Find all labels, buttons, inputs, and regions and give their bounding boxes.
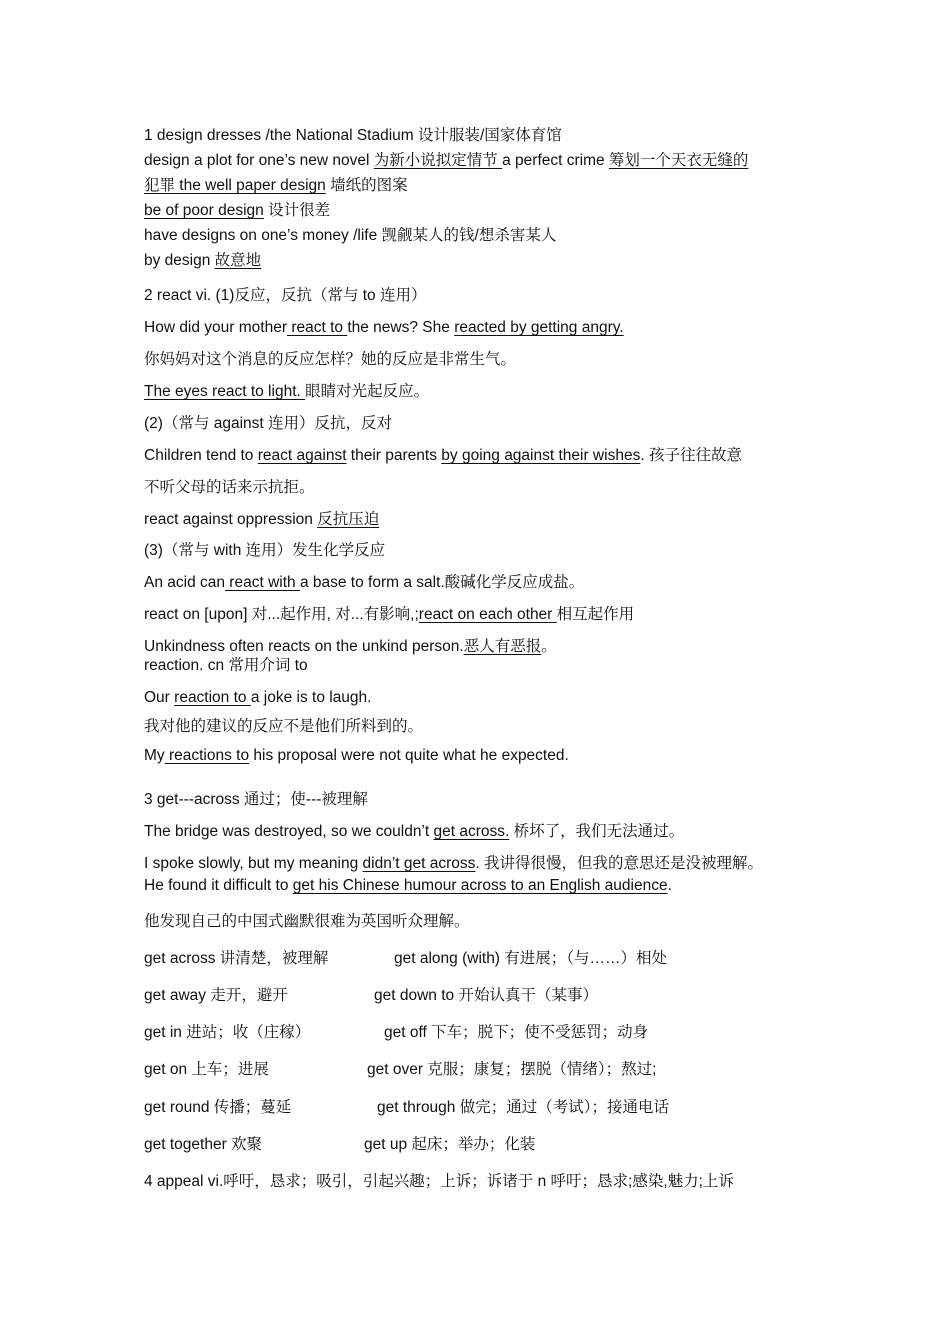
phrase-left-6 bbox=[144, 1135, 262, 1155]
text: Our bbox=[144, 689, 175, 706]
underlined-text: didn’t get across bbox=[362, 855, 476, 872]
react-sub-2 bbox=[144, 414, 392, 434]
text: have designs on one’s money /life 觊觎某人的钱/想杀害某人 bbox=[144, 227, 557, 244]
text: get away 走开，避开 bbox=[144, 987, 288, 1004]
text: get along (with) 有进展；（与……）相处 bbox=[394, 950, 668, 967]
text: get over 克服；康复；摆脱（情绪）；熬过; bbox=[367, 1061, 657, 1078]
text: get across 讲清楚，被理解 bbox=[144, 950, 329, 967]
react-sub-3 bbox=[144, 541, 385, 561]
text: by design bbox=[144, 252, 215, 269]
text: 设计很差 bbox=[263, 202, 331, 219]
text: I spoke slowly, but my meaning bbox=[144, 855, 363, 872]
underlined-text: get across. bbox=[433, 823, 510, 840]
phrase-right-3 bbox=[384, 1023, 648, 1043]
phrase-right-6 bbox=[364, 1135, 535, 1155]
react-example-5 bbox=[144, 573, 584, 593]
text: a perfect crime bbox=[502, 152, 609, 169]
design-line-5 bbox=[144, 226, 556, 246]
underlined-text: reaction to bbox=[174, 689, 251, 706]
text: 。 bbox=[541, 638, 557, 655]
text: get off 下车；脱下；使不受惩罚；动身 bbox=[384, 1024, 649, 1041]
text: get down to 开始认真干（某事） bbox=[374, 987, 598, 1004]
text: reaction. cn 常用介词 to bbox=[144, 657, 308, 674]
text: 桥坏了，我们无法通过。 bbox=[509, 823, 685, 840]
underlined-text: react on each other bbox=[418, 606, 557, 623]
react-example-1 bbox=[144, 318, 624, 338]
phrase-left-2 bbox=[144, 986, 288, 1006]
reaction-note bbox=[144, 656, 308, 676]
phrase-left-4 bbox=[144, 1060, 269, 1080]
text: 我对他的建议的反应不是他们所料到的。 bbox=[144, 718, 424, 735]
underlined-text: reactions to bbox=[164, 747, 250, 764]
underlined-text: by going against their wishes bbox=[441, 447, 641, 464]
text: . bbox=[667, 877, 672, 894]
get-across-example-1 bbox=[144, 822, 684, 842]
text: 2 react vi. (1)反应，反抗（常与 to 连用） bbox=[144, 287, 427, 304]
text: An acid can bbox=[144, 574, 225, 591]
phrase-left-1 bbox=[144, 949, 328, 969]
text: 相互起作用 bbox=[556, 606, 635, 623]
phrase-right-4 bbox=[367, 1060, 656, 1080]
react-example-6 bbox=[144, 605, 634, 625]
reaction-example-1 bbox=[144, 688, 371, 708]
text: 不听父母的话来示抗拒。 bbox=[144, 479, 315, 496]
underlined-text: 犯罪 the well paper design bbox=[144, 177, 326, 194]
text: 他发现自己的中国式幽默很难为英国听众理解。 bbox=[144, 913, 470, 930]
phrase-right-5 bbox=[377, 1098, 669, 1118]
text: get up 起床；举办；化装 bbox=[364, 1136, 536, 1153]
text: 4 appeal vi.呼吁，恳求；吸引，引起兴趣；上诉；诉诸于 n 呼吁；恳求;感染,魅力;上诉 bbox=[144, 1173, 734, 1190]
reaction-example-2 bbox=[144, 746, 569, 766]
react-example-3 bbox=[144, 446, 742, 466]
underlined-text: react against bbox=[257, 447, 347, 464]
text: react against oppression bbox=[144, 511, 318, 528]
text: My bbox=[144, 747, 165, 764]
text: (2)（常与 against 连用）反抗，反对 bbox=[144, 415, 393, 432]
text: get round 传播；蔓延 bbox=[144, 1099, 292, 1116]
phrase-right-2 bbox=[374, 986, 598, 1006]
text: 眼睛对光起反应。 bbox=[305, 383, 430, 400]
text: Children tend to bbox=[144, 447, 258, 464]
text: design a plot for one’s new novel bbox=[144, 152, 374, 169]
reaction-example-2-zh bbox=[144, 717, 423, 737]
text: . 孩子往往故意 bbox=[640, 447, 742, 464]
underlined-text: 筹划一个天衣无缝的 bbox=[608, 152, 749, 169]
underlined-text: reacted by getting angry. bbox=[454, 319, 624, 336]
appeal-heading bbox=[144, 1172, 734, 1192]
text: 你妈妈对这个消息的反应怎样？她的反应是非常生气。 bbox=[144, 351, 517, 368]
design-line-3 bbox=[144, 176, 408, 196]
text: Unkindness often reacts on the unkind person. bbox=[144, 638, 464, 655]
get-across-example-3-zh bbox=[144, 912, 470, 932]
text: their parents bbox=[346, 447, 442, 464]
underlined-text: The eyes react to light. bbox=[144, 383, 306, 400]
text: react on [upon] 对...起作用, 对...有影响,; bbox=[144, 606, 419, 623]
text: his proposal were not quite what he expected. bbox=[249, 747, 569, 764]
underlined-text: react to bbox=[287, 319, 348, 336]
underlined-text: 故意地 bbox=[214, 252, 262, 269]
underlined-text: 恶人有恶报 bbox=[463, 638, 542, 655]
text: . 我讲得很慢，但我的意思还是没被理解。 bbox=[475, 855, 764, 872]
react-heading bbox=[144, 286, 426, 306]
text: get through 做完；通过（考试）；接通电话 bbox=[377, 1099, 669, 1116]
react-example-2 bbox=[144, 382, 429, 402]
text: 墙纸的图案 bbox=[325, 177, 408, 194]
design-line-1 bbox=[144, 126, 562, 146]
underlined-text: react with bbox=[225, 574, 300, 591]
text: 3 get---across 通过；使---被理解 bbox=[144, 791, 368, 808]
underlined-text: be of poor design bbox=[144, 202, 264, 219]
underlined-text: get his Chinese humour across to an English audience bbox=[292, 877, 668, 894]
text: get in 进站；收（庄稼） bbox=[144, 1024, 311, 1041]
react-example-1-zh bbox=[144, 350, 516, 370]
text: 1 design dresses /the National Stadium 设计服装/国家体育馆 bbox=[144, 127, 562, 144]
react-example-3-cont bbox=[144, 478, 315, 498]
text: a joke is to laugh. bbox=[250, 689, 372, 706]
text: He found it difficult to bbox=[144, 877, 293, 894]
design-line-2 bbox=[144, 151, 748, 171]
get-across-example-2 bbox=[144, 854, 763, 874]
react-example-7 bbox=[144, 637, 557, 657]
react-example-4 bbox=[144, 510, 379, 530]
phrase-left-3 bbox=[144, 1023, 310, 1043]
text: How did your mother bbox=[144, 319, 288, 336]
design-line-6 bbox=[144, 251, 261, 271]
underlined-text: 为新小说拟定情节 bbox=[373, 152, 503, 169]
get-across-heading bbox=[144, 790, 368, 810]
text: get together 欢聚 bbox=[144, 1136, 263, 1153]
text: the news? She bbox=[347, 319, 455, 336]
design-line-4 bbox=[144, 201, 330, 221]
underlined-text: 反抗压迫 bbox=[317, 511, 380, 528]
phrase-left-5 bbox=[144, 1098, 291, 1118]
text: get on 上车；进展 bbox=[144, 1061, 269, 1078]
text: (3)（常与 with 连用）发生化学反应 bbox=[144, 542, 386, 559]
text: a base to form a salt.酸碱化学反应成盐。 bbox=[299, 574, 585, 591]
phrase-right-1 bbox=[394, 949, 667, 969]
get-across-example-3 bbox=[144, 876, 672, 896]
text: The bridge was destroyed, so we couldn’t bbox=[144, 823, 434, 840]
